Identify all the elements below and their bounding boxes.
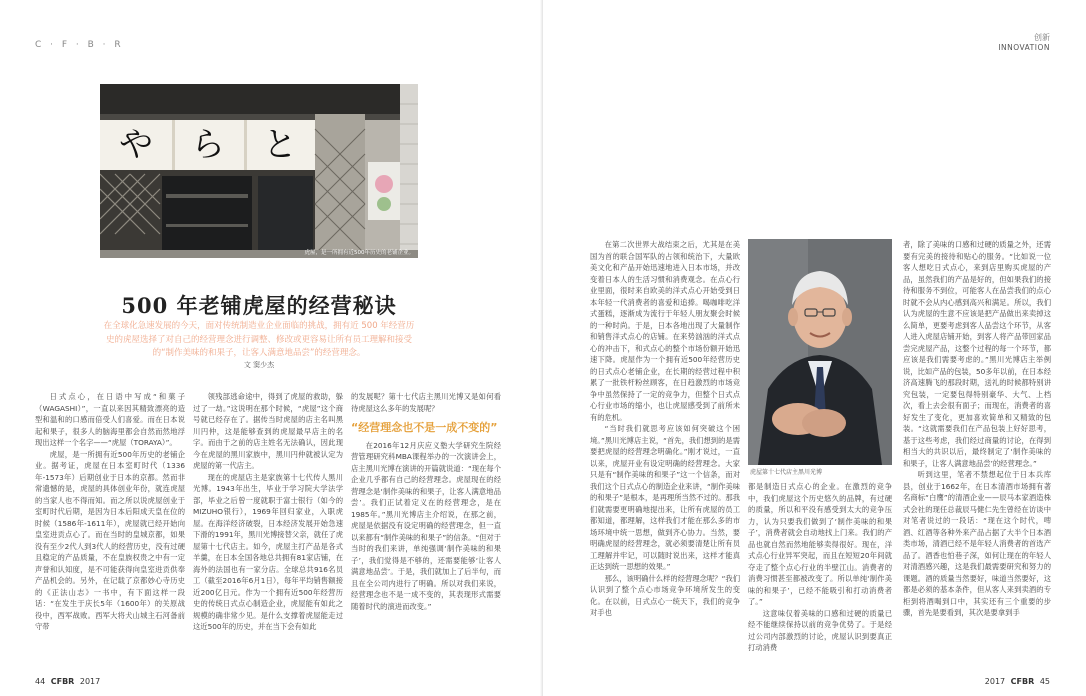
article-column-2 [193, 391, 343, 659]
page-number-right: 45 [1039, 677, 1050, 686]
section-label-en: INNOVATION [998, 43, 1050, 52]
article-subtitle: 在全球化急速发展的今天，面对传统制造业企业面临的挑战，拥有近 500 年经营历史的虎屋选择了对自己的经营理念进行调整、修改或更容易让所有员工理解和接受的“制作美味的和果子，让客人满意地品尝”的经营理念。 [103, 321, 415, 358]
folio-year-left: 2017 [79, 677, 101, 686]
noren-char-2: ら [191, 125, 225, 165]
paragraph: 在2016年12月庆应义塾大学研究生院经营管理研究科MBA课程举办的一次演讲会上，店主黑川光博在演讲的开篇就说道：“现在每个企业几乎都有自己的经营理念。虎屋现在的经营理念是‘制作美味的和果子，让客人满意地品尝’。我们正试着定义在的经营理念，是在1985年。”黑川光博店主介绍说，在那之前，虎屋是依据没有设定明确的经营理念，但一直以来都有“制作美味的和果子”的信条。“但对于当时的我们来讲，单纯强调‘制作美味的和果子’，我们觉得是不够的，还需要能够‘让客人满意地品尝’。于是，我们就加上了后半句，而且在全公司内进行了明确。所以对我们来说，经营理念也不是一成不变的，其表现形式需要随着时代的演进而改变。” [351, 440, 501, 611]
portrait-caption: 虎屋第十七代店主黑川光博 [750, 469, 823, 476]
magazine-brand: C · F · B · R [35, 40, 124, 50]
paragraph: 者，除了美味的口感和过硬的质量之外，还需要有完美的接待和贴心的服务。“比如说一位客人想吃日式点心，来到店里购买虎屋的产品，虽然我们的产品是好的，但如果我们的接待和服务不到位，可能客人在品尝我们的点心时就不会从内心感到高兴和满足。所以，我们认为虎屋的生意不应该是把产品做出来卖掉这么简单，更要考虑到客人品尝这个环节，从客人进入虎屋店铺开始，到客人将产品带回家品尝完虎屋产品，这整个过程的每一个环节，都应该是我们需要考虑的。”黑川光博店主举例说，比如产品的包装，50多年以前，在日本经济高速腾飞的那段时期，送礼的时候都特别讲究包装，一定要包得特别豪华、大气、上档次，看上去会很有面子；而现在，消费者的喜好发生了变化，更加喜欢简单和又精致的包装。“这就需要我们在产品包装上好好思考，基于这些考虑，我们经过商量的讨论，在得到相当大的共识以后，最终制定了‘制作美味的和果子，让客人满意地品尝’的经营理念。” [903, 240, 1051, 468]
folio-brand-right: CFBR [1010, 677, 1035, 686]
paragraph: 现在的虎屋店主是家族第十七代传人黑川光博。1943年出生，毕业于学习院大学法学部，毕业之后曾一度就职于富士银行（如今的MIZUHO银行），1969年回归家业，入职虎屋。在海洋经济破裂，日本经济发展开始急速下滑的1991年，黑川光博接替父亲，就任了虎屋第十七代店主。如今，虎屋主打产品是各式羊羹，在日本全国各地总共拥有81家店铺，在海外的法国也有一家分店。全球总共916名员工（截至2016年6月1日），每年平均销售额接近200亿日元。作为一个拥有近500年经营历史的传统日式点心制造企业，虎屋能有如此之规模的确非常少见。是什么支撑着虎屋能走过这近500年的历史，并在当下会有如此 [193, 472, 343, 631]
pull-quote: “经营理念也不是一成不变的” [351, 421, 498, 434]
article-column-1 [35, 391, 185, 659]
paragraph: 日式点心，在日语中写成“和菓子（WAGASHI）”，一直以来因其精致漂亮的造型和温和的口感而倍受人们喜爱。而在日本说起和果子，很多人的脑海里都会自然而然地浮现出这样一个名字——“虎屋（TORAYA）”。 [35, 392, 185, 447]
paragraph: 领残部逃命途中，得到了虎屋的救助，躲过了一劫。”这说明在那个时候，“虎屋”这个商号就已经存在了。据传当时虎屋的店主名叫黑川円仲，这是能够查到的虎屋最早店主的名字。而由于之前的店主姓名无法确认，因此现今在虎屋的黑川家族中，黑川円仲就被认定为虎屋的第一代店主。 [193, 392, 343, 470]
right-folio [985, 677, 1050, 686]
article-author: 文 窦少杰 [243, 361, 275, 369]
folio-year-right: 2017 [984, 677, 1006, 686]
paragraph: 这意味仅着美味的口感和过硬的质量已经不能继续保持以前的竞争优势了。于是经过公司内部激烈的讨论，虎屋认识到要真正打动消费 [748, 608, 892, 652]
paragraph: 在第二次世界大战结束之后，尤其是在美国为首的联合国军队的占领和统治下，大量欧美文化和产品开始迅速地进入日本市场，并改变着日本人的生活习惯和消费观念。在点心行业里面，很时来自欧美的洋式点心开始受到日本年轻一代消费者的喜爱和追捧。喝咖啡吃洋式蛋糕，逐渐成为流行于年轻人朋友聚会时候的一种时尚。于是，日本各地出现了大量制作和销售洋式点心的店铺。在来势汹汹的洋式点心的冲击下，和式点心的整个市场份额开始迅速下降。虎屋作为一个拥有近500年经营历史的日式点心老铺企业，在长期的经营过程中积累了一批铁杆粉丝顾客，在日趋激烈的市场竞争中虽然保持了一定的竞争力，但整个日式点心行业市场的缩小，也让虎屋感受到了前所未有的危机。 [590, 240, 740, 422]
portrait-illustration [748, 239, 892, 465]
noren-char-3: と [263, 125, 297, 165]
article-title: 500 年老铺虎屋的经营秘诀 [121, 293, 397, 318]
article-column-5 [748, 481, 892, 657]
portrait-photo [748, 239, 892, 465]
hero-photo [100, 84, 418, 258]
page-number-left: 44 [35, 677, 46, 686]
paragraph: 的发展呢？第十七代店主黑川光博又是如何看待虎屋这么多年的发展呢？ [351, 392, 501, 413]
paragraph: 虎屋，是一所拥有近500年历史的老铺企业。据考证，虎屋在日本室町时代（1336年-1573年）后期创业于日本的京都。然而非常遗憾的是，虎屋的具体创业年份，就连虎屋的当家人也不得而知。而之所以说虎屋创业于室町时代后期，是因为日本后阳成天皇在位的时候（1586年-1611年），虎屋就已经开始向皇室进贡点心了。而在当时的皇城京都，如果没有至少2代人到3代人的经营历史，没有过硬且稳定的产品质量，不在皇族权贵之中有一定声誉和认知度，是不可能获得向皇室进贡供奉产品机会的。另外，在记载了京都妙心寺历史的《正法山志》一书中，有下面这样一段话：“在发生于庆长5年（1600年）的关原战役中，西军战败。西军大将犬山城主石河备前守带 [35, 449, 185, 631]
paragraph: 那么，该明确什么样的经营理念呢？“我们认识到了整个点心市场竞争环境所发生的变化。在以前，日式点心一统天下，我们的竞争对手也 [590, 573, 740, 617]
left-folio [35, 677, 100, 686]
article-column-4 [590, 239, 740, 657]
article-column-3 [351, 391, 501, 659]
hero-caption: 虎屋，是一所拥有近500年历史的老铺企业。 [304, 250, 414, 256]
paragraph: “当时我们就思考应该如何突破这个困境。”黑川光博店主说，“首先，我们想到的是需要把虎屋的经营理念明确化。”刚才说过，一直以来，虎屋开业有设定明确的经营理念。大家只是有“制作美味的和果子”这一个信条，而对我们这个日式点心的制造企业来讲，“制作美味的和果子”是根本，是再理所当然不过的。那我们就需要更明确地提出来，让所有虎屋的员工都知道，都理解，这样我们才能在那么多的市场环境中统一思想，做到齐心协力。当然，要明确虎屋的经营理念，就必须要清楚让所有员工理解并牢记，可以随时说出来，这样才能真正达到统一思想的效果。” [590, 424, 740, 571]
noren-char-1: や [119, 125, 153, 165]
article-column-6 [903, 239, 1051, 657]
folio-brand-left: CFBR [50, 677, 75, 686]
paragraph: 都是制造日式点心的企业。在激烈的竞争中，我们虎屋这个历史悠久的品牌，有过硬的质量，所以和平没有感受到太大的竞争压力，认为只要我们做到了‘制作美味的和果子’，消费者就会自动地找上门来。我们的产品也就自然而然地能够卖得很好。现在，洋式点心行业异军突起，而且在短短20年间就夺走了整个点心行业的半壁江山。消费者的消费习惯甚至都被改变了。所以单纯‘制作美味的和果子’，已经不能吸引和打动消费者了。” [748, 482, 892, 606]
storefront-illustration [100, 84, 418, 258]
paragraph: 听到这里，笔者不禁想起位于日本兵库县，创业于1662年，在日本清酒市场拥有著名商标“白鹰”的清酒企业——辰马本家酒造株式会社的现任总裁辰马健仁先生曾经在访谈中对笔者说过的一段话：“现在这个时代，啤酒、红酒等各种外来产品占据了大半个日本酒类市场，清酒已经不是年轻人消费者的首选产品了。酒香也怕巷子深，如何让现在的年轻人对清酒感兴趣，这是我们最需要研究和努力的课题。酒的质量当然要好，味道当然要好，这都是必须的基本条件，但从客人来到卖酒的专柜到将酒喝到口中，其实还有三个重要的步骤，首先是要看到，其次是要拿到手 [903, 470, 1051, 617]
section-label-cn: 创新 [1034, 33, 1050, 42]
